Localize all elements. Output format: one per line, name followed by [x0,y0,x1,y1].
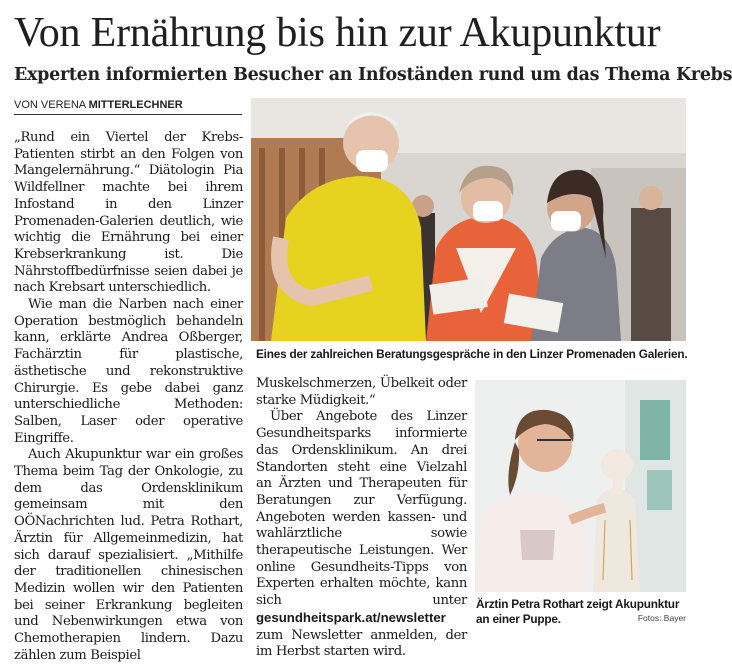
article-column-1 [14,130,243,665]
side-photo-caption: Ärztin Petra Rothart zeigt Akupunktur an einer Puppe. [476,597,680,626]
paragraph-text: zum Newsletter anmelden, der im Herbst starten wird. [256,627,467,660]
paragraph: Wie man die Narben nach einer Operation bestmöglich behandeln kann, erklärte Andrea Oßberger, Fachärztin für plastische, ästhetische und rekonstruktive Chirurgie. Es gebe dabei ganz unterschiedliche Methoden: Salben, Laser oder operative Eingriffe. [14,297,243,446]
paragraph-text: Über Angebote des Linzer Gesundheitsparks informierte das Ordensklinikum. An drei Standorten steht eine Vielzahl an Ärzten und Therapeuten für Beratungen zur Verfügung. Angeboten werden kassen- und wahlärztliche sowie therapeutische Leistungen. Wer online Gesundheits-Tipps von Experten erhalten möchte, kann sich unter [256,409,467,609]
paragraph: Auch Akupunktur war ein großes Thema beim Tag der Onkologie, zu dem das Ordensklinikum gemeinsam mit den OÖNachrichten lud. Petra Rothart, Ärztin für Allgemeinmedizin, hat sich darauf spezialisiert. „Mithilfe der traditionellen chinesischen Medizin wollen wir den Patienten bei seiner Erkrankung begleiten und Nebenwirkungen etwa von Chemotherapien lindern. Dazu zählen zum Beispiel [14,447,243,663]
byline [14,97,242,115]
main-photo [251,98,686,341]
paragraph [256,409,467,661]
byline-author: MITTERLECHNER [88,99,183,111]
subheadline: Experten informierten Besucher an Infoständen rund um das Thema Krebs [14,65,732,85]
headline: Von Ernährung bis hin zur Akupunktur [14,10,661,56]
side-photo [475,380,686,592]
paragraph: „Rund ein Viertel der Krebs-Patienten stirbt an den Folgen von Mangelernährung.“ Diätologin Pia Wildfellner machte bei ihrem Infostand in den Linzer Promenaden-Galerien deutlich, wie wichtig die Ernährung bei einer Krebserkrankung ist. Die Nährstoffbedürfnisse seien dabei je nach Krebsart unterschiedlich. [14,130,243,296]
photo-credit: Fotos: Bayer [637,613,686,623]
paragraph: Muskelschmerzen, Übelkeit oder starke Müdigkeit.“ [256,376,467,408]
byline-prefix: VON VERENA [14,99,89,111]
article-column-2 [256,376,467,661]
newsletter-link[interactable]: gesundheitspark.at/newsletter [256,609,446,625]
main-photo-caption: Eines der zahlreichen Beratungsgespräche in den Linzer Promenaden Galerien. [256,347,688,361]
